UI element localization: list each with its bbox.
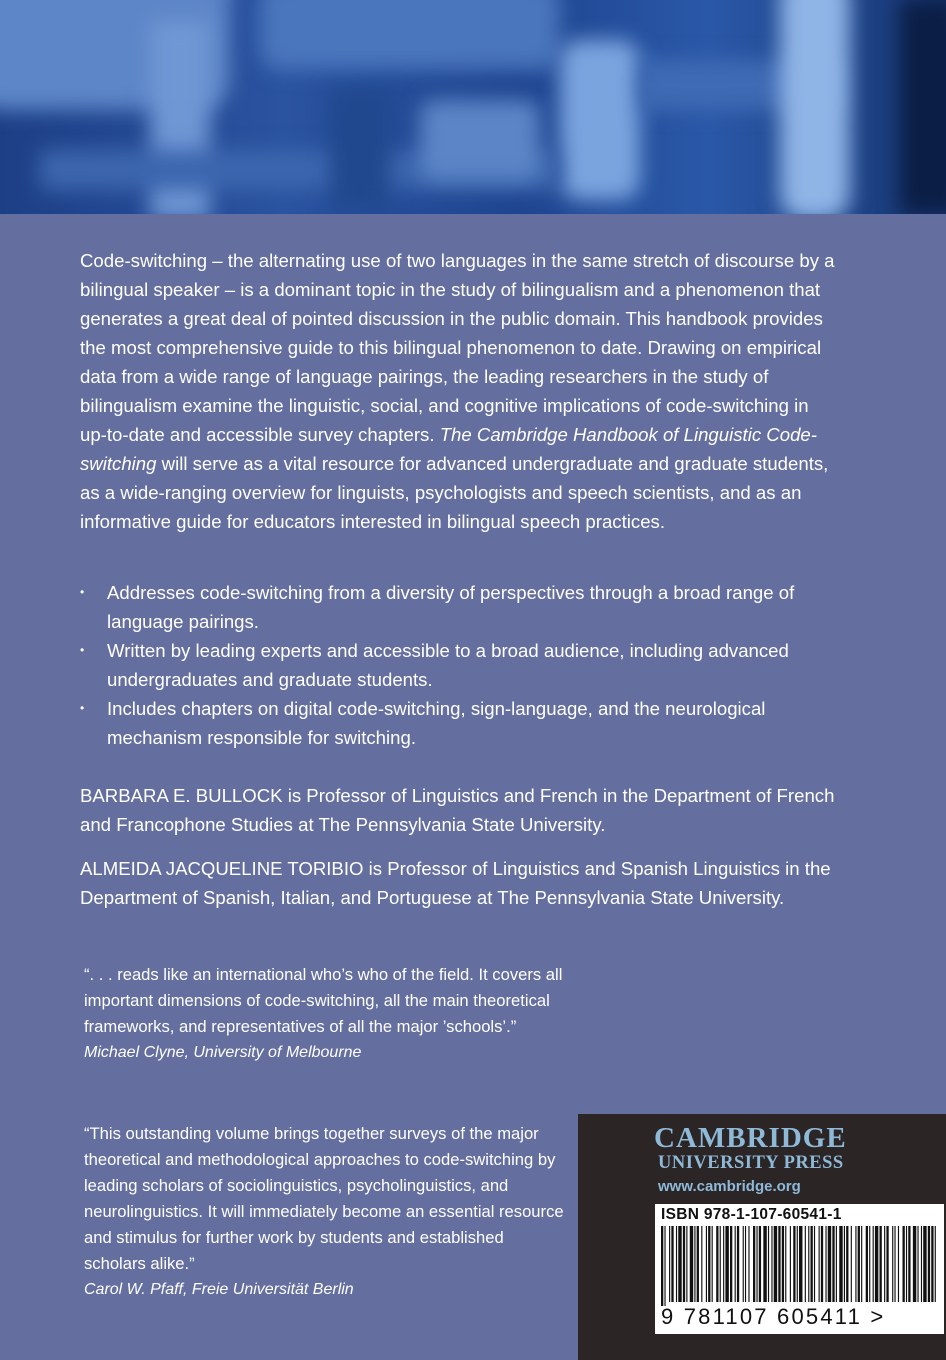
- cover-banner-image: [0, 0, 946, 214]
- publisher-press: UNIVERSITY PRESS: [658, 1153, 844, 1173]
- bullet-icon: •: [80, 585, 85, 599]
- quote-text: “This outstanding volume brings together surveys of the major theoretical and methodological approaches to code-switching by leading scholars of sociolinguistics, psycholinguistics, and neurolinguistics. It will immediately become an essential resource and stimulus for further work by students and established scholars alike.”: [84, 1124, 564, 1273]
- barcode: [655, 1204, 944, 1334]
- bullet-icon: •: [80, 643, 85, 657]
- barcode-bars-icon: [659, 1226, 940, 1306]
- author-bio-toribio: ALMEIDA JACQUELINE TORIBIO is Professor of Linguistics and Spanish Linguistics in the Department of Spanish, Italian, and Portuguese at The Pennsylvania State University.: [80, 858, 831, 908]
- barcode-digits: 9 781107 605411 >: [661, 1304, 886, 1329]
- description-text-2: will serve as a vital resource for advanced undergraduate and graduate students, as a wide-ranging overview for linguists, psychologists and speech scientists, and as an informative guide for educators interested in bilingual speech practices.: [80, 453, 829, 532]
- description-text-1: Code-switching – the alternating use of two languages in the same stretch of discourse by a bilingual speaker – is a dominant topic in the study of bilingualism and a phenomenon that generates a great deal of pointed discussion in the public domain. This handbook provides the most comprehensive guide to this bilingual phenomenon to date. Drawing on empirical data from a wide range of language pairings, the leading researchers in the study of bilingualism examine the linguistic, social, and cognitive implications of code-switching in up-to-date and accessible survey chapters.: [80, 250, 835, 445]
- author-bio-bullock: BARBARA E. BULLOCK is Professor of Linguistics and French in the Department of French and Francophone Studies at The Pennsylvania State University.: [80, 785, 835, 835]
- isbn-label: ISBN 978-1-107-60541-1: [661, 1206, 842, 1223]
- quote-attribution: Michael Clyne, University of Melbourne: [84, 1044, 362, 1061]
- bullet-icon: •: [80, 701, 85, 715]
- publisher-logo: CAMBRIDGE: [654, 1122, 847, 1154]
- book-description: [80, 246, 840, 536]
- feature-item: • Addresses code-switching from a diversity of perspectives through a broad range of language pairings.: [80, 578, 840, 636]
- review-quote: [84, 962, 564, 1066]
- feature-list: [80, 578, 840, 752]
- quote-attribution: Carol W. Pfaff, Freie Universität Berlin: [84, 1281, 354, 1298]
- publisher-box: [578, 1114, 946, 1360]
- quote-text: “. . . reads like an international who’s who of the field. It covers all important dimensions of code-switching, all the main theoretical frameworks, and representatives of all the major ’schools’.”: [84, 965, 563, 1036]
- book-title-italic: The Cambridge Handbook of Linguistic Code-switching: [80, 424, 817, 474]
- review-quote: [84, 1121, 564, 1303]
- feature-item: • Includes chapters on digital code-switching, sign-language, and the neurological mechanism responsible for switching.: [80, 694, 840, 752]
- feature-item: • Written by leading experts and accessible to a broad audience, including advanced undergraduates and graduate students.: [80, 636, 840, 694]
- publisher-url: www.cambridge.org: [658, 1178, 801, 1195]
